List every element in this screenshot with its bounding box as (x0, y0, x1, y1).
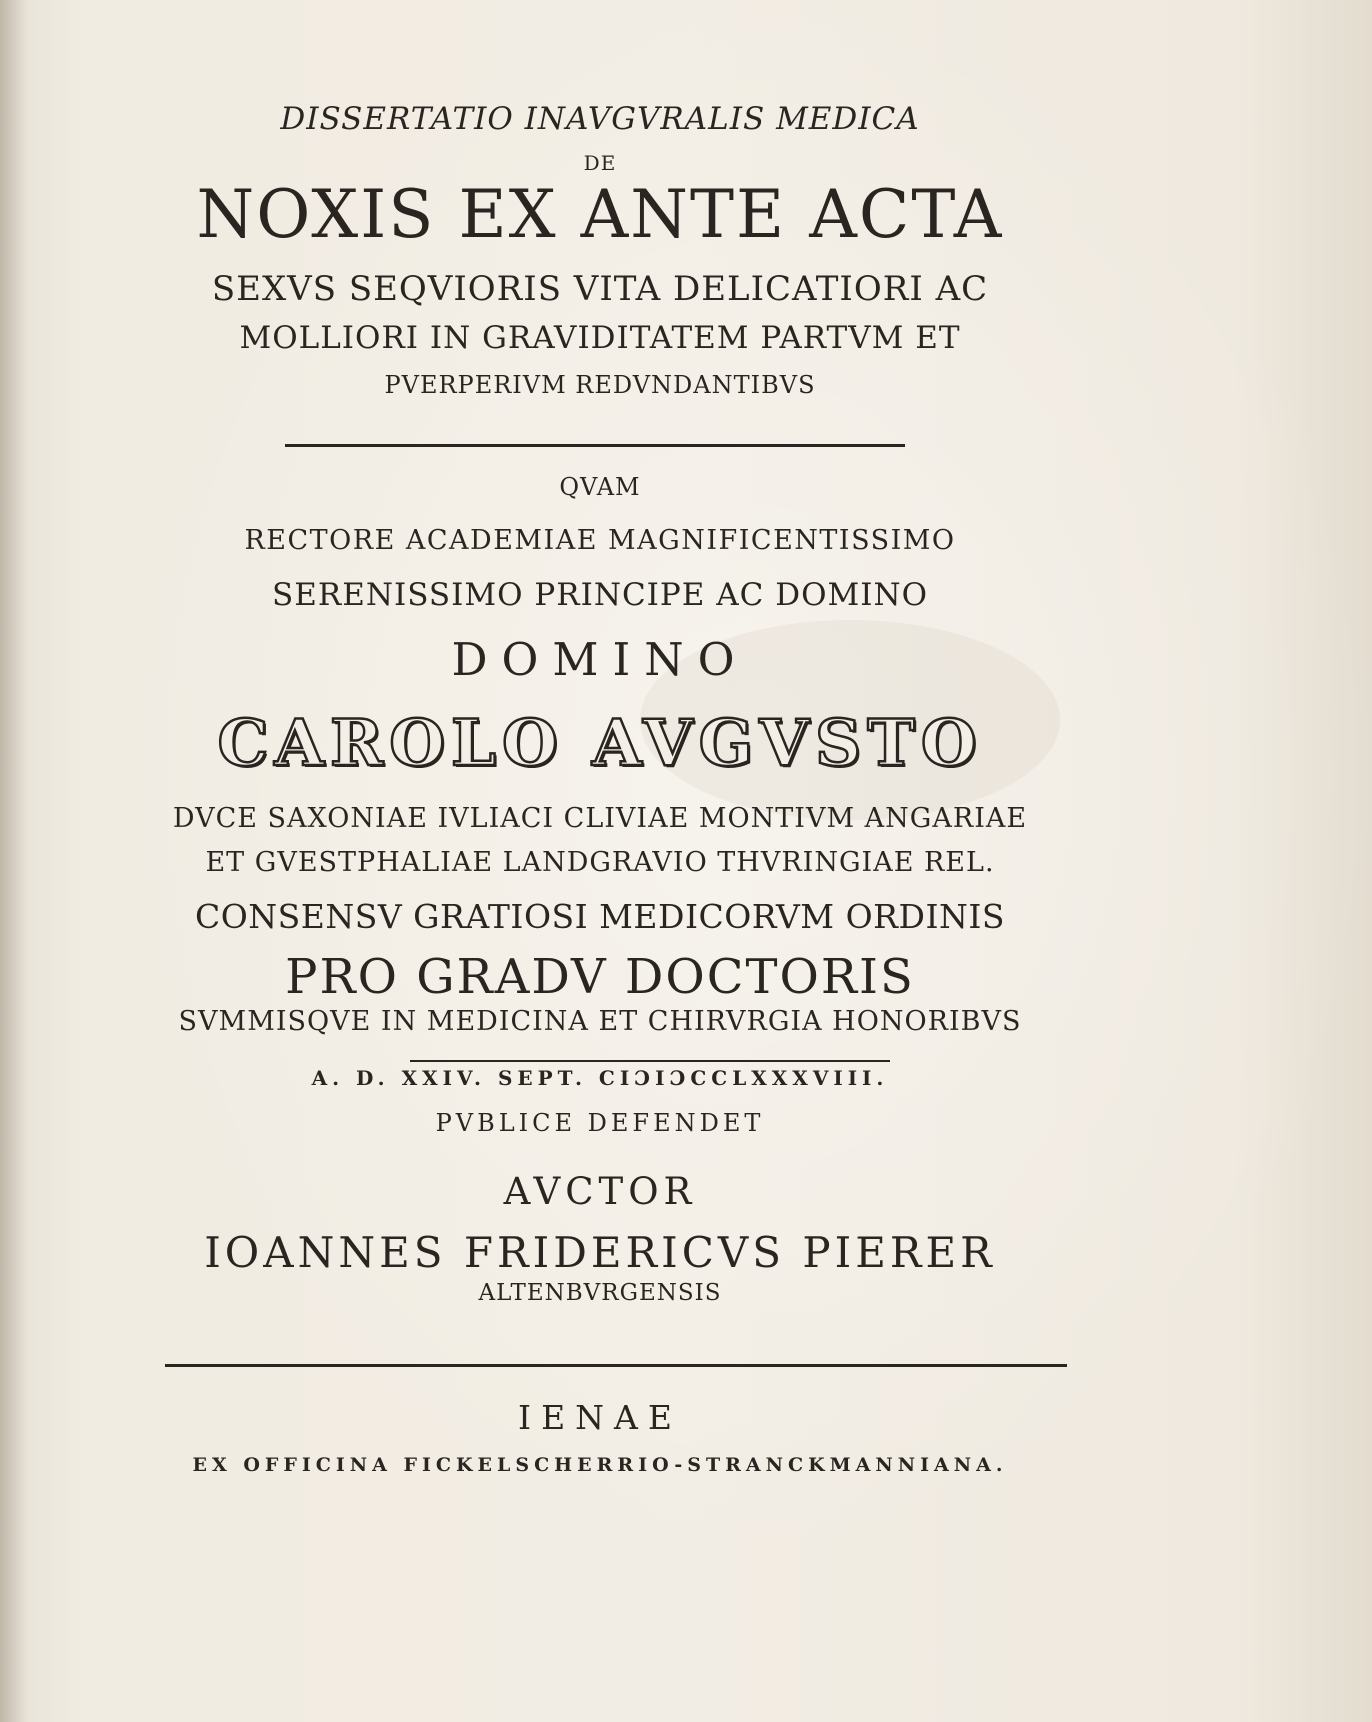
carolo-augusto-ornamental: CAROLO AVGVSTO (217, 706, 983, 781)
printer-line: EX OFFICINA FICKELSCHERRIO-STRANCKMANNIANA. (192, 1454, 1008, 1476)
author-name: IOANNES FRIDERICVS PIERER (204, 1228, 996, 1277)
auctor-label: AVCTOR (503, 1170, 697, 1213)
duce-line-2: ET GVESTPHALIAE LANDGRAVIO THVRINGIAE REL. (205, 847, 995, 878)
de-word: DE (583, 151, 617, 175)
duce-line-1: DVCE SAXONIAE IVLIACI CLIVIAE MONTIVM ANGARIAE (172, 803, 1028, 834)
quam-word: QVAM (559, 473, 641, 501)
serenissimo-line: SERENISSIMO PRINCIPE AC DOMINO (271, 577, 929, 613)
bottom-divider-rule (165, 1364, 1067, 1367)
publice-defendet: PVBLICE DEFENDET (435, 1109, 765, 1137)
top-divider-rule (285, 444, 905, 447)
dissertation-heading: DISSERTATIO INAVGVRALIS MEDICA (280, 101, 920, 137)
consensu-line: CONSENSV GRATIOSI MEDICORVM ORDINIS (194, 897, 1005, 936)
summisque-line: SVMMISQVE IN MEDICINA ET CHIRVRGIA HONORIBVS (178, 1006, 1022, 1037)
subtitle-line-2: MOLLIORI IN GRAVIDITATEM PARTVM ET (239, 320, 961, 356)
author-origin: ALTENBVRGENSIS (478, 1280, 722, 1306)
defense-date: A. D. XXIV. SEPT. CIƆIƆCCLXXXVIII. (311, 1066, 889, 1090)
rectore-line: RECTORE ACADEMIAE MAGNIFICENTISSIMO (244, 525, 956, 556)
date-overline (410, 1060, 890, 1062)
subtitle-line-1: SEXVS SEQVIORIS VITA DELICATIORI AC (211, 269, 989, 309)
pro-gradu-doctoris: PRO GRADV DOCTORIS (285, 949, 915, 1005)
domino-line: DOMINO (451, 633, 749, 686)
imprint-place: IENAE (518, 1398, 682, 1437)
subtitle-line-3: PVERPERIVM REDVNDANTIBVS (384, 371, 816, 399)
main-title: NOXIS EX ANTE ACTA (196, 176, 1004, 253)
